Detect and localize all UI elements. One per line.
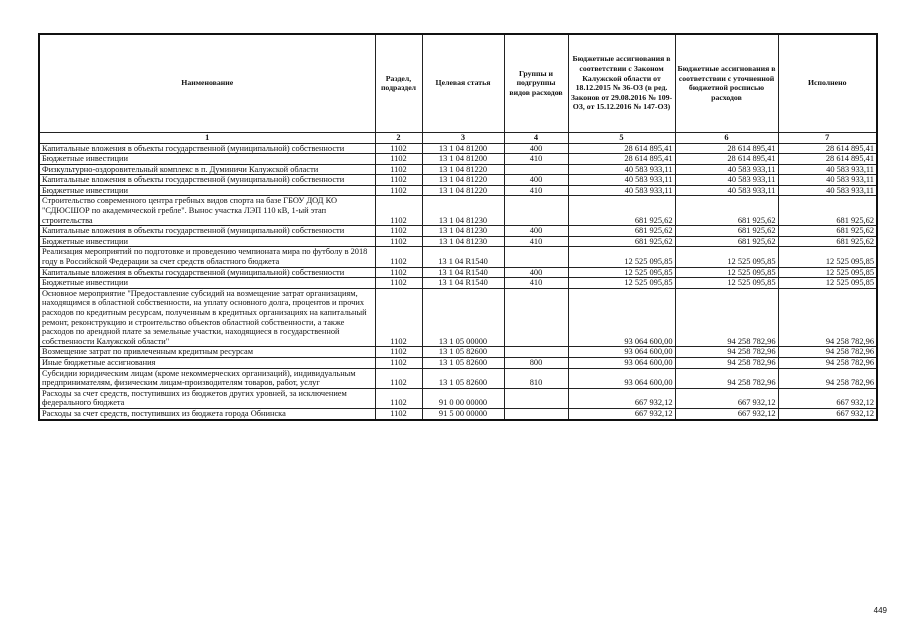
row-budget-refined: 681 925,62: [675, 236, 778, 247]
row-budget-refined: 94 258 782,96: [675, 347, 778, 358]
row-expense-group: 410: [504, 154, 568, 165]
row-expense-group: 400: [504, 143, 568, 154]
row-target-article: 13 1 04 81230: [422, 226, 504, 237]
row-section: 1102: [375, 154, 422, 165]
row-expense-group: 400: [504, 175, 568, 186]
row-name: Бюджетные инвестиции: [39, 185, 375, 196]
row-expense-group: [504, 164, 568, 175]
header-section: Раздел, подраздел: [375, 34, 422, 132]
row-name: Реализация мероприятий по подготовке и проведению чемпионата мира по футболу в 2018 году в Российской Федерации за счет средств областного бюджета: [39, 247, 375, 267]
row-budget-refined: 40 583 933,11: [675, 185, 778, 196]
row-budget-law: 28 614 895,41: [568, 143, 675, 154]
row-name: Возмещение затрат по привлеченным кредитным ресурсам: [39, 347, 375, 358]
row-expense-group: [504, 288, 568, 347]
table-row: [39, 288, 877, 347]
table-row: [39, 196, 877, 226]
column-number: 3: [422, 132, 504, 143]
row-target-article: 13 1 04 81200: [422, 143, 504, 154]
row-executed: 681 925,62: [778, 226, 877, 237]
column-number: 5: [568, 132, 675, 143]
row-name: Строительство современного центра гребных видов спорта на базе ГБОУ ДОД КО "СДЮСШОР по академической гребле". Вынос участка ЛЭП 110 кВ, 1-ый этап строительства: [39, 196, 375, 226]
row-budget-law: 681 925,62: [568, 226, 675, 237]
row-target-article: 13 1 04 R1540: [422, 278, 504, 289]
row-executed: 12 525 095,85: [778, 278, 877, 289]
row-expense-group: [504, 388, 568, 408]
row-section: 1102: [375, 357, 422, 368]
row-section: 1102: [375, 247, 422, 267]
header-budget-refined: Бюджетные ассигнования в соответствии с уточненной бюджетной росписью расходов: [675, 34, 778, 132]
row-target-article: 13 1 05 00000: [422, 288, 504, 347]
row-section: 1102: [375, 267, 422, 278]
row-budget-law: 93 064 600,00: [568, 347, 675, 358]
row-budget-refined: 667 932,12: [675, 388, 778, 408]
row-name: Субсидии юридическим лицам (кроме некоммерческих организаций), индивидуальным предпринимателям, физическим лицам-производителям товаров, работ, услуг: [39, 368, 375, 388]
header-name: Наименование: [39, 34, 375, 132]
row-section: 1102: [375, 388, 422, 408]
budget-table: [38, 33, 878, 421]
row-target-article: 91 5 00 00000: [422, 408, 504, 419]
row-budget-law: 28 614 895,41: [568, 154, 675, 165]
row-budget-law: 12 525 095,85: [568, 247, 675, 267]
row-executed: 94 258 782,96: [778, 357, 877, 368]
table-row: [39, 388, 877, 408]
row-budget-refined: 94 258 782,96: [675, 288, 778, 347]
row-section: 1102: [375, 347, 422, 358]
row-budget-refined: 94 258 782,96: [675, 368, 778, 388]
row-executed: 94 258 782,96: [778, 347, 877, 358]
table-row: [39, 247, 877, 267]
table-row: [39, 175, 877, 186]
row-executed: 12 525 095,85: [778, 247, 877, 267]
row-target-article: 13 1 04 81220: [422, 185, 504, 196]
row-budget-refined: 667 932,12: [675, 408, 778, 419]
table-row: [39, 143, 877, 154]
row-budget-refined: 40 583 933,11: [675, 175, 778, 186]
table-row: [39, 185, 877, 196]
row-name: Капитальные вложения в объекты государственной (муниципальной) собственности: [39, 226, 375, 237]
row-budget-refined: 681 925,62: [675, 226, 778, 237]
row-section: 1102: [375, 143, 422, 154]
row-target-article: 13 1 04 81220: [422, 175, 504, 186]
row-expense-group: [504, 347, 568, 358]
row-name: Иные бюджетные ассигнования: [39, 357, 375, 368]
row-section: 1102: [375, 368, 422, 388]
row-target-article: 13 1 04 81230: [422, 196, 504, 226]
row-target-article: 13 1 04 R1540: [422, 267, 504, 278]
row-name: Капитальные вложения в объекты государственной (муниципальной) собственности: [39, 143, 375, 154]
row-executed: 40 583 933,11: [778, 185, 877, 196]
row-executed: 667 932,12: [778, 388, 877, 408]
row-budget-law: 40 583 933,11: [568, 175, 675, 186]
row-budget-law: 40 583 933,11: [568, 164, 675, 175]
header-executed: Исполнено: [778, 34, 877, 132]
row-target-article: 13 1 04 R1540: [422, 247, 504, 267]
row-executed: 681 925,62: [778, 196, 877, 226]
row-budget-law: 12 525 095,85: [568, 278, 675, 289]
column-number: 2: [375, 132, 422, 143]
row-section: 1102: [375, 175, 422, 186]
row-expense-group: 410: [504, 278, 568, 289]
row-expense-group: 410: [504, 185, 568, 196]
row-budget-refined: 681 925,62: [675, 196, 778, 226]
table-row: [39, 278, 877, 289]
row-section: 1102: [375, 288, 422, 347]
row-expense-group: 410: [504, 236, 568, 247]
table-row: [39, 357, 877, 368]
row-section: 1102: [375, 185, 422, 196]
page-number: 449: [873, 606, 887, 615]
table-row: [39, 154, 877, 165]
row-executed: 94 258 782,96: [778, 368, 877, 388]
row-expense-group: 400: [504, 267, 568, 278]
row-budget-law: 667 932,12: [568, 408, 675, 419]
row-budget-law: 93 064 600,00: [568, 368, 675, 388]
table-row: [39, 236, 877, 247]
row-target-article: 13 1 05 82600: [422, 357, 504, 368]
row-executed: 681 925,62: [778, 236, 877, 247]
row-budget-refined: 12 525 095,85: [675, 267, 778, 278]
row-target-article: 13 1 04 81200: [422, 154, 504, 165]
row-executed: 28 614 895,41: [778, 154, 877, 165]
row-target-article: 91 0 00 00000: [422, 388, 504, 408]
row-name: Основное мероприятие "Предоставление субсидий на возмещение затрат организациям, находящимся в областной собственности, на уплату основного долга, процентов и прочих расходов по кредитным ресурсам, полученным в кредитных организациях на капитальный ремонт, реконструкцию и строительство объектов областной собственности, а также расходов по арендной плате за земельные участки, находящиеся в государственной собственности Калужской области": [39, 288, 375, 347]
row-expense-group: 800: [504, 357, 568, 368]
row-expense-group: 810: [504, 368, 568, 388]
row-budget-law: 93 064 600,00: [568, 288, 675, 347]
row-section: 1102: [375, 236, 422, 247]
row-budget-refined: 28 614 895,41: [675, 143, 778, 154]
row-section: 1102: [375, 164, 422, 175]
row-name: Бюджетные инвестиции: [39, 154, 375, 165]
table-row: [39, 164, 877, 175]
row-name: Расходы за счет средств, поступивших из бюджетов других уровней, за исключением федерального бюджета: [39, 388, 375, 408]
row-executed: 94 258 782,96: [778, 288, 877, 347]
table-row: [39, 267, 877, 278]
table-row: [39, 347, 877, 358]
row-expense-group: 400: [504, 226, 568, 237]
row-budget-law: 40 583 933,11: [568, 185, 675, 196]
table-body: [39, 143, 877, 420]
row-section: 1102: [375, 196, 422, 226]
row-name: Физкультурно-оздоровительный комплекс в п. Думиничи Калужской области: [39, 164, 375, 175]
column-number: 7: [778, 132, 877, 143]
row-budget-refined: 94 258 782,96: [675, 357, 778, 368]
row-budget-law: 681 925,62: [568, 236, 675, 247]
header-target-article: Целевая статья: [422, 34, 504, 132]
row-expense-group: [504, 247, 568, 267]
column-number: 1: [39, 132, 375, 143]
row-name: Капитальные вложения в объекты государственной (муниципальной) собственности: [39, 267, 375, 278]
row-target-article: 13 1 04 81230: [422, 236, 504, 247]
row-section: 1102: [375, 408, 422, 419]
table-row: [39, 226, 877, 237]
row-target-article: 13 1 05 82600: [422, 368, 504, 388]
row-target-article: 13 1 05 82600: [422, 347, 504, 358]
row-executed: 12 525 095,85: [778, 267, 877, 278]
row-budget-law: 667 932,12: [568, 388, 675, 408]
row-name: Капитальные вложения в объекты государственной (муниципальной) собственности: [39, 175, 375, 186]
row-section: 1102: [375, 278, 422, 289]
row-name: Бюджетные инвестиции: [39, 278, 375, 289]
row-name: Бюджетные инвестиции: [39, 236, 375, 247]
row-expense-group: [504, 408, 568, 419]
row-budget-refined: 12 525 095,85: [675, 278, 778, 289]
row-executed: 28 614 895,41: [778, 143, 877, 154]
row-section: 1102: [375, 226, 422, 237]
row-name: Расходы за счет средств, поступивших из бюджета города Обнинска: [39, 408, 375, 419]
row-budget-law: 93 064 600,00: [568, 357, 675, 368]
row-executed: 667 932,12: [778, 408, 877, 419]
row-budget-refined: 40 583 933,11: [675, 164, 778, 175]
column-number: 6: [675, 132, 778, 143]
row-budget-refined: 28 614 895,41: [675, 154, 778, 165]
table-row: [39, 408, 877, 419]
table-row: [39, 368, 877, 388]
row-budget-law: 681 925,62: [568, 196, 675, 226]
row-executed: 40 583 933,11: [778, 175, 877, 186]
column-number: 4: [504, 132, 568, 143]
row-budget-refined: 12 525 095,85: [675, 247, 778, 267]
header-budget-law: Бюджетные ассигнования в соответствии с Законом Калужской области от 18.12.2015 № 36-ОЗ (в ред. Законов от 29.08.2016 № 109-ОЗ, от 15.12.2016 № 147-ОЗ): [568, 34, 675, 132]
row-budget-law: 12 525 095,85: [568, 267, 675, 278]
row-executed: 40 583 933,11: [778, 164, 877, 175]
row-expense-group: [504, 196, 568, 226]
header-expense-groups: Группы и подгруппы видов расходов: [504, 34, 568, 132]
row-target-article: 13 1 04 81220: [422, 164, 504, 175]
